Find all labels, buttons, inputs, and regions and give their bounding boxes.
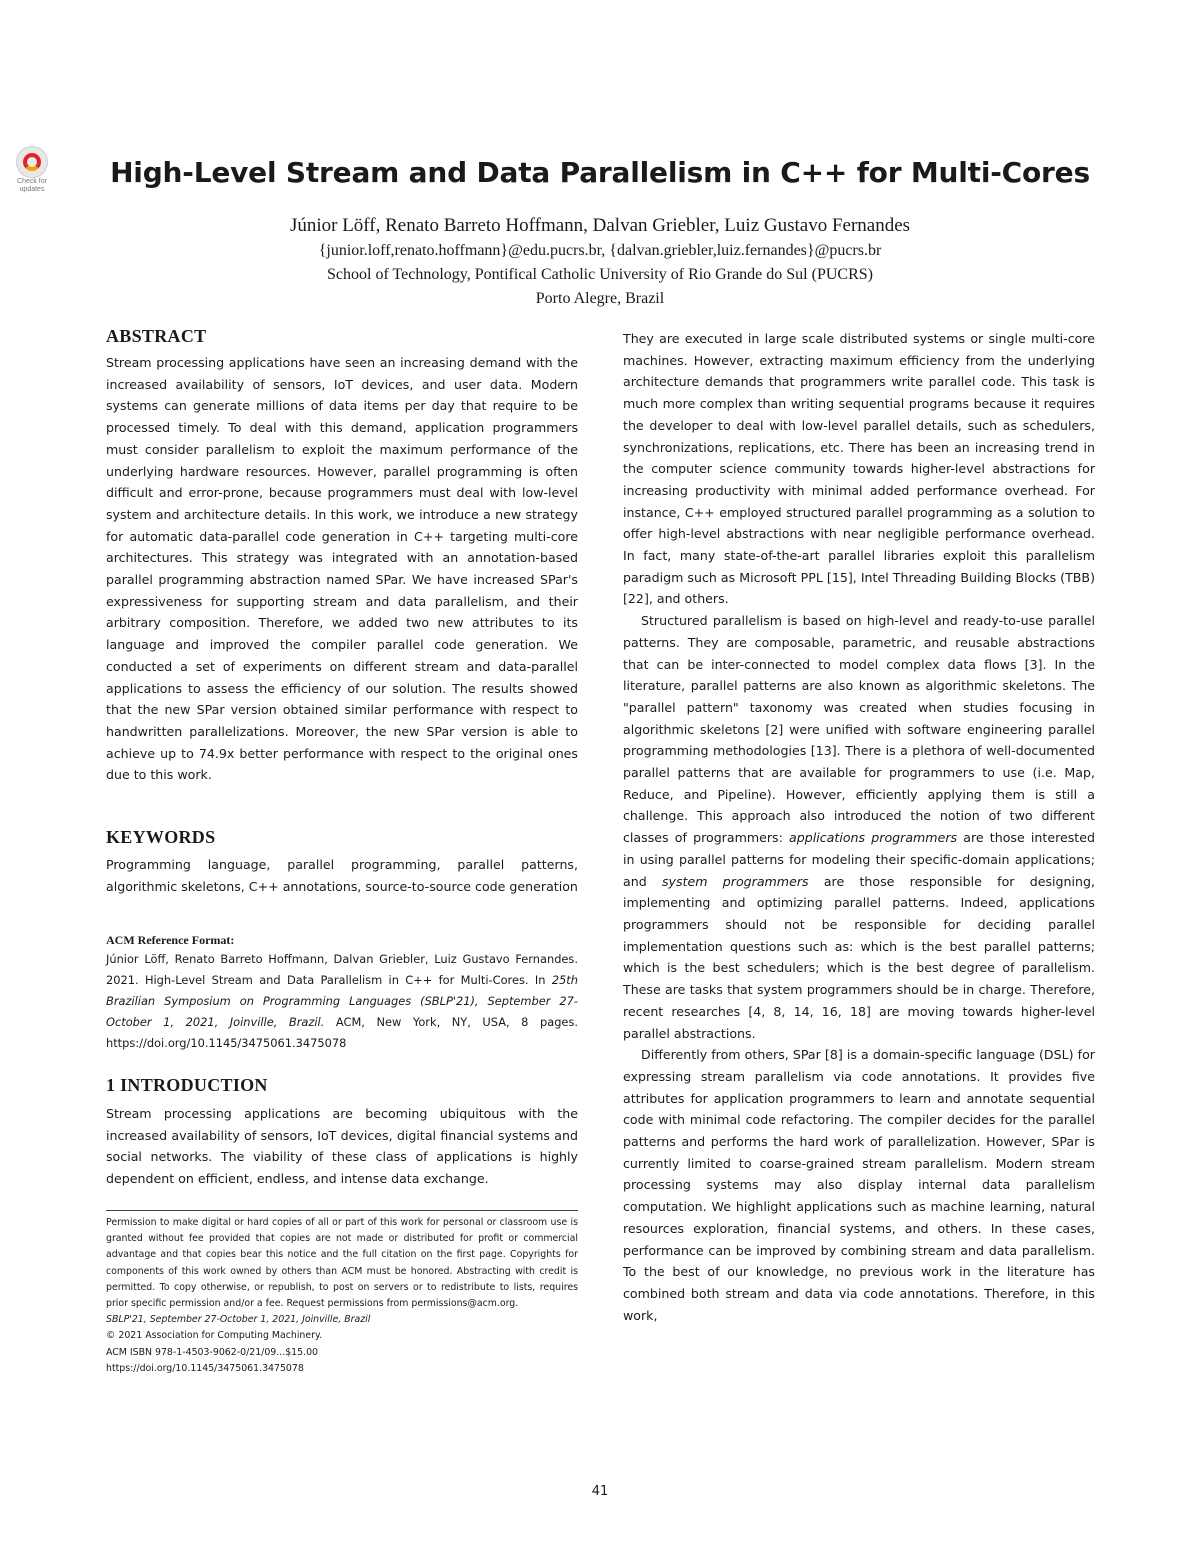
badge-label: Check for updates bbox=[17, 178, 47, 193]
permission-notice bbox=[106, 1215, 578, 1377]
author-emails: {junior.loff,renato.hoffmann}@edu.pucrs.br, {dalvan.griebler,luiz.fernandes}@pucrs.br bbox=[318, 242, 882, 259]
acm-reference-venue: 25th Brazilian Symposium on Programming Languages (SBLP'21), September 27-October 1, 2021, Joinville, Brazil. bbox=[106, 973, 578, 1029]
affiliation: School of Technology, Pontifical Catholic University of Rio Grande do Sul (PUCRS) bbox=[327, 266, 873, 283]
isbn-line: ACM ISBN 978-1-4503-9062-0/21/09...$15.00 bbox=[106, 1346, 318, 1358]
copyright-line: © 2021 Association for Computing Machinery. bbox=[106, 1330, 323, 1342]
acm-reference-authors: Júnior Löff, Renato Barreto Hoffmann, Dalvan Griebler, Luiz Gustavo Fernandes. 2021. High-Level Stream and Data Parallelism in C++ for Multi-Cores. In bbox=[106, 952, 578, 987]
acm-reference-heading: ACM Reference Format: bbox=[106, 933, 235, 947]
right-paragraph-1: They are executed in large scale distributed systems or single multi-core machines. However, extracting maximum efficiency from the underlying architecture demands that programmers write parallel code. This task is much more complex than writing sequential programs because it requires the developer to deal with low-level parallel details, such as schedulers, synchronizations, replications, etc. There has been an increasing trend in the computer science community towards higher-level abstractions for increasing productivity with minimal added performance overhead. For instance, C++ employed structured parallel programming as a solution to offer high-level abstractions with near negligible performance overhead. In fact, many state-of-the-art parallel libraries exploit this parallelism paradigm such as Microsoft PPL [15], Intel Threading Building Blocks (TBB) [22], and others. bbox=[623, 331, 1095, 607]
introduction-text: Stream processing applications are becoming ubiquitous with the increased availability of sensors, IoT devices, digital financial systems and social networks. The viability of these class of applications is highly dependent on efficient, endless, and intense data exchange. bbox=[106, 1106, 578, 1187]
keywords-text: Programming language, parallel programming, parallel patterns, algorithmic skeletons, C++ annotations, source-to-source code generation bbox=[106, 857, 578, 894]
keywords-body bbox=[106, 854, 578, 897]
location: Porto Alegre, Brazil bbox=[535, 290, 665, 307]
author-list: Júnior Löff, Renato Barreto Hoffmann, Dalvan Griebler, Luiz Gustavo Fernandes bbox=[289, 215, 911, 236]
page-number: 41 bbox=[591, 1484, 609, 1499]
introduction-body bbox=[106, 1103, 578, 1190]
doi-link[interactable]: https://doi.org/10.1145/3475061.3475078 bbox=[106, 1362, 304, 1374]
keywords-heading: KEYWORDS bbox=[106, 827, 216, 847]
right-column bbox=[623, 328, 1095, 1326]
abstract-heading: ABSTRACT bbox=[106, 326, 207, 346]
p2-emphasis-applications: applications programmers bbox=[789, 830, 958, 846]
abstract-text: Stream processing applications have seen an increasing demand with the increased availability of sensors, IoT devices, and user data. Modern systems can generate millions of data items per day that require to be processed timely. To deal with this demand, application programmers must consider parallelism to exploit the maximum performance of the underlying hardware resources. However, parallel programming is often difficult and error-prone, because programmers must deal with low-level system and architecture details. In this work, we introduce a new strategy for automatic data-parallel code generation in C++ targeting multi-core architectures. This strategy was integrated with an annotation-based parallel programming abstraction named SPar. We have increased SPar's expressiveness for supporting stream and data parallelism, and their arbitrary composition. Therefore, we added two new attributes to its language and improved the compiler parallel code generation. We conducted a set of experiments on different stream and data-parallel applications to assess the efficiency of our solution. The results showed that the new SPar version obtained similar performance with respect to handwritten parallelizations. Moreover, the new SPar version is able to achieve up to 74.9x better performance with respect to the original ones due to this work. bbox=[106, 355, 578, 783]
p2-part-c: are those responsible for designing, implementing and optimizing parallel patterns. Indeed, applications programmers should not be responsible for deciding parallel implementation questions such as: which is the best parallel patterns; which is the best schedulers; which is the best degree of parallelism. These are tasks that system programmers should be in charge. Therefore, recent researches [4, 8, 14, 16, 18] are moving towards higher-level parallel abstractions. bbox=[623, 873, 1095, 1041]
right-paragraph-2 bbox=[623, 610, 1095, 1044]
p2-part-a: Structured parallelism is based on high-level and ready-to-use parallel patterns. They are composable, parametric, and reusable abstractions that can be inter-connected to model complex data flows [3]. In the literature, parallel patterns are also known as algorithmic skeletons. The "parallel pattern" taxonomy was created when studies focusing in algorithmic skeletons [2] were unified with software engineering parallel programming methodologies [13]. There is a plethora of well-documented parallel patterns that are available for programmers to use (i.e. Map, Reduce, and Pipeline). However, efficiently applying them is still a challenge. This approach also introduced the notion of two different classes of programmers: bbox=[623, 613, 1095, 846]
p2-emphasis-system: system programmers bbox=[661, 873, 809, 889]
acm-reference-body bbox=[106, 949, 578, 1054]
paper-title: High-Level Stream and Data Parallelism in C++ for Multi-Cores bbox=[110, 156, 1090, 189]
permission-text: Permission to make digital or hard copies of all or part of this work for personal or classroom use is granted without fee provided that copies are not made or distributed for profit or commercial advantage and that copies bear this notice and the full citation on the first page. Copyrights for components of this work owned by others than ACM must be honored. Abstracting with credit is permitted. To copy otherwise, or republish, to post on servers or to redistribute to lists, requires prior specific permission and/or a fee. Request permissions from permissions@acm.org. bbox=[106, 1217, 578, 1310]
abstract-body bbox=[106, 352, 578, 786]
acm-reference-tail: ACM, New York, NY, USA, 8 pages. https://doi.org/10.1145/3475061.3475078 bbox=[106, 1015, 578, 1050]
introduction-heading: 1 INTRODUCTION bbox=[106, 1075, 268, 1095]
right-paragraph-3: Differently from others, SPar [8] is a domain-specific language (DSL) for expressing stream parallelism via code annotations. It provides five attributes for application programmers to learn and annotate sequential code with minimal code refactoring. The compiler decides for the parallel patterns and performs the hard work of parallelization. However, SPar is currently limited to coarse-grained stream parallelism. Modern stream processing systems may also display internal data parallelism computation. We highlight applications such as machine learning, natural resources exploration, financial systems, and others. In these cases, performance can be improved by combining stream and data parallelism. To the best of our knowledge, no previous work in the literature has combined both stream and data via code annotations. Therefore, in this work, bbox=[623, 1047, 1095, 1323]
footnote-divider bbox=[106, 1210, 578, 1211]
p2-part-b: are those interested in using parallel patterns for modeling their specific-domain applications; and bbox=[623, 830, 1095, 889]
conference-line: SBLP'21, September 27-October 1, 2021, Joinville, Brazil bbox=[106, 1314, 371, 1326]
